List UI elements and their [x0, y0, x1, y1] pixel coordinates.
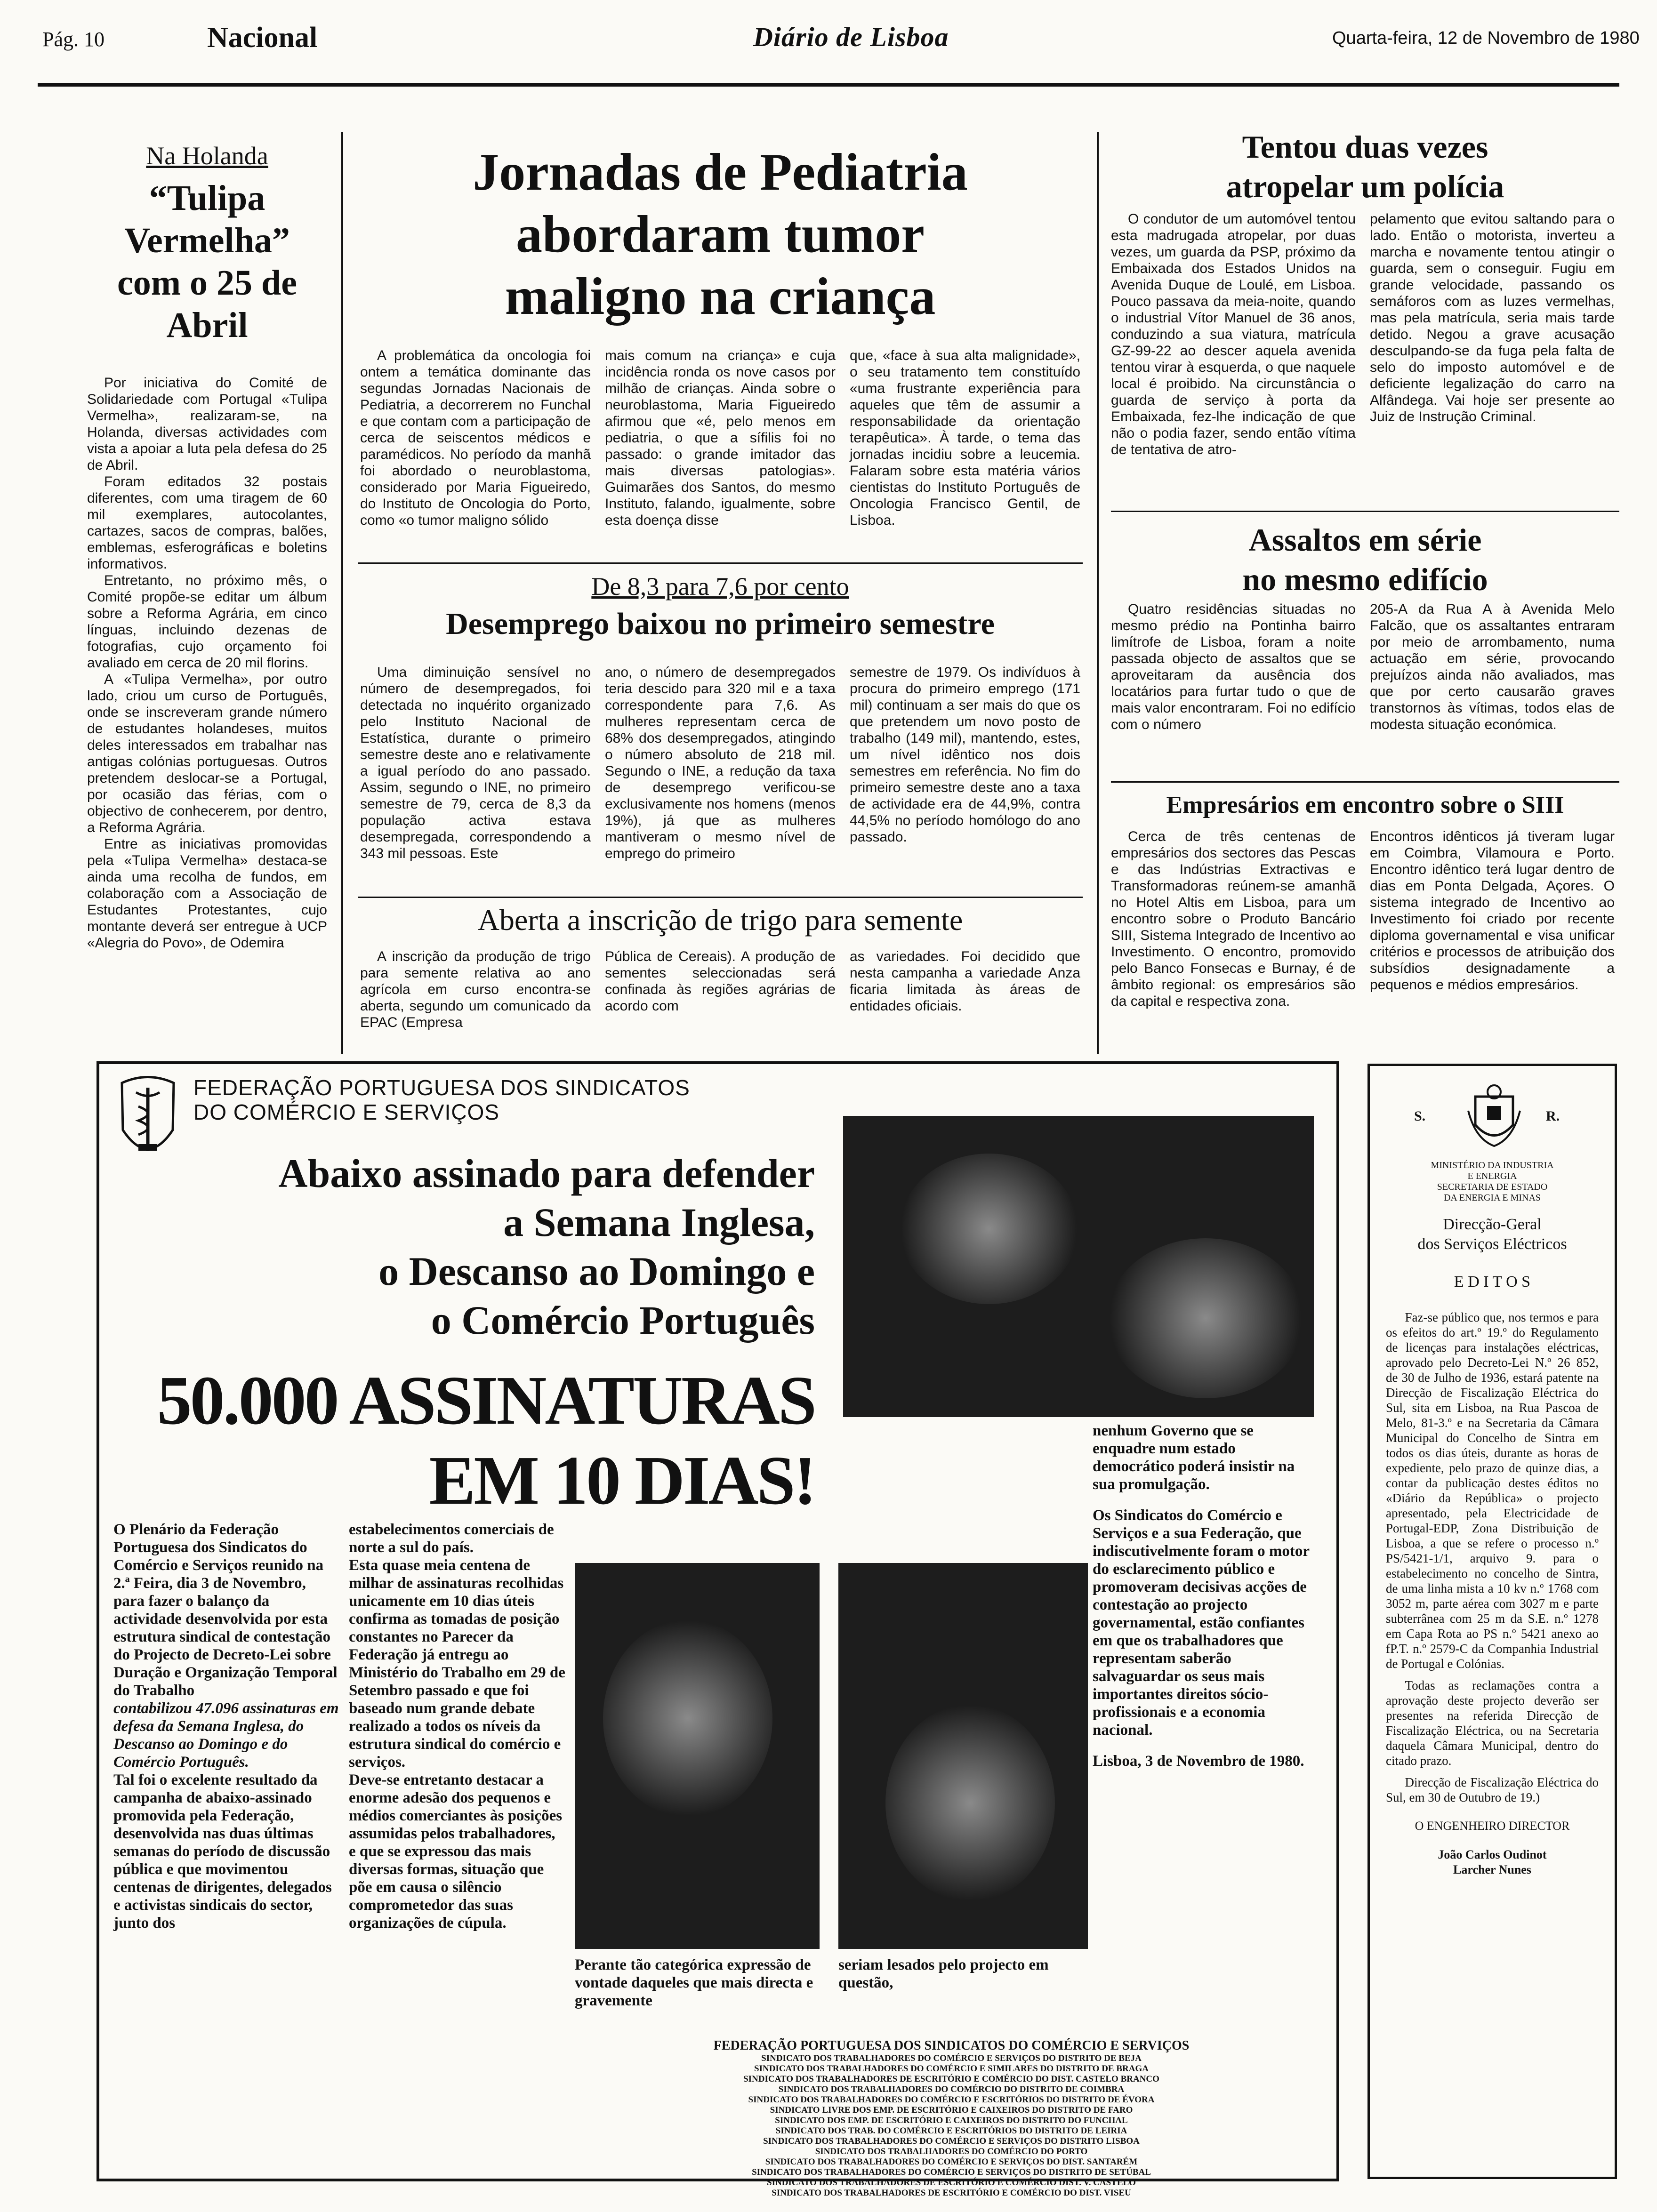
ad-column	[349, 1521, 565, 2180]
column-divider	[1097, 132, 1099, 1054]
signer-name: João Carlos Oudinot Larcher Nunes	[1438, 1848, 1547, 1876]
article-kicker: Na Holanda	[146, 142, 268, 170]
ad-big-headline: 50.000 ASSINATURAS EM 10 DIAS!	[157, 1362, 815, 1519]
article-siii	[1111, 791, 1619, 1054]
article-holanda	[87, 141, 327, 1073]
article-assaltos	[1111, 520, 1619, 774]
paragraph: Entretanto, no próximo mês, o Comité propõe-se editar um álbum sobre a Reforma Agrária, em cinco línguas, incluindo dezenas de fotografias, cujo orçamento foi avaliado em cerca de 20 mil florins.	[87, 573, 327, 671]
section-divider	[358, 562, 1083, 564]
paragraph: A «Tulipa Vermelha», por outro lado, criou um curso de Português, onde se inscreveram grande número de estudantes holandeses, muitos deles interessados em trabalhar nas antigas colónias portuguesas. Outros pretendem deslocar-se a Portugal, por ocasião das férias, com o objectivo de conhecerem, por dentro, a Reforma Agrária.	[87, 672, 327, 835]
article-column: ano, o número de desempregados teria descido para 320 mil e a taxa correspondente para 7,6. As mulheres representam cerca de 68% dos desempregados, atingindo o número absoluto de 218 mil. Segundo o INE, a redução da taxa de desemprego verificou-se exclusivamente nos homens (menos 19%), já que as mulheres mantiveram o mesmo nível de emprego do primeiro	[605, 665, 836, 861]
paragraph-italic: contabilizou 47.096 assinaturas em defesa da Semana Inglesa, do Descanso ao Domingo e do Comércio Português.	[113, 1700, 339, 1771]
article-column: mais comum na criança» e cuja incidência ronda os nove casos por milhão de crianças. Ainda sobre o neuroblastoma, Maria Figueiredo afirmou que «é, pelo menos em pediatria, o que a sífilis foi no passado: o grande imitador das mais diversas patologias». Guimarães dos Santos, do mesmo Instituto, falando, igualmente, sobre esta doença disse	[605, 348, 836, 528]
article-column: Uma diminuição sensível no número de desempregados, foi detectada no inquérito organizado pelo Instituto Nacional de Estatística, durante o primeiro semestre deste ano e relativamente a igual período do ano passado. Assim, segundo o INE, no primeiro semestre de 79, cerca de 8,3 da população activa estava desempregada, correspondendo a 343 mil pessoas. Este	[360, 665, 591, 861]
article-policia	[1111, 127, 1619, 504]
paragraph: Direcção de Fiscalização Eléctrica do Sul, em 30 de Outubro de 19.)	[1386, 1775, 1599, 1804]
ad-headline: Abaixo assinado para defender a Semana Inglesa, o Descanso ao Domingo e o Comércio Português	[278, 1151, 815, 1343]
seal-right-label: R.	[1546, 1108, 1560, 1124]
paper-logo: Diário de Lisboa	[753, 22, 949, 52]
article-headline: Jornadas de Pediatria abordaram tumor maligno na criança	[473, 143, 968, 326]
masthead	[0, 0, 1657, 94]
ad-column	[1093, 1422, 1319, 2090]
paragraph: Por iniciativa do Comité de Solidariedade com Portugal «Tulipa Vermelha», realizaram-se, na Holanda, diversas actividades com vista a apoiar a luta pela defesa do 25 de Abril.	[87, 375, 327, 473]
photo-caption: seriam lesados pelo projecto em questão,	[838, 1956, 1049, 1991]
paragraph: Foram editados 32 postais diferentes, com uma tiragem de 60 mil exemplares, autocolantes, cartazes, sacos de compras, balões, emblemas, esferográficas e boletins informativos.	[87, 474, 327, 572]
section-name: Nacional	[207, 22, 318, 54]
article-kicker: De 8,3 para 7,6 por cento	[591, 572, 849, 601]
paragraph: O Plenário da Federação Portuguesa dos Sindicatos do Comércio e Serviços reunido na 2.ª Feira, dia 3 de Novembro, para fazer o balanço da actividade desenvolvida por esta estrutura sindical de contestação do Projecto de Decreto-Lei sobre Duração e Organização Temporal do Trabalho	[113, 1521, 338, 1699]
article-column: Encontros idênticos já tiveram lugar em Coimbra, Vilamoura e Porto. Encontro idêntico terá lugar dentro de dias em Ponta Delgada, Açores. O sistema integrado de Incentivo ao Investimento foi criado por recente diploma governamental e visa unificar critérios e processos de atribuição dos subsídios designadamente a pequenos e médios empresários.	[1370, 829, 1615, 993]
article-column: Quatro residências situadas no mesmo prédio na Pontinha bairro limítrofe de Lisboa, foram a noite passada objecto de assaltos que se aproveitaram da ausência dos locatários para furtar tudo o que de mais valor encontraram. Foi no edifício com o número	[1111, 601, 1356, 732]
editos-notice	[1367, 1064, 1617, 2179]
photo-signatures-center	[838, 1563, 1088, 1949]
photo-signatures-top	[843, 1116, 1314, 1417]
article-column: A inscrição da produção de trigo para semente relativa ao ano agrícola em curso encontra-se aberta, segundo um comunicado da EPAC (Empresa	[360, 949, 591, 1030]
paragraph: nenhum Governo que se enquadre num estado democrático poderá insistir na sua promulgação.	[1093, 1422, 1295, 1493]
seal-left-label: S.	[1414, 1108, 1426, 1124]
column-divider	[341, 132, 343, 1054]
paragraph: Os Sindicatos do Comércio e Serviços e a sua Federação, que indiscutivelmente foram o motor do esclarecimento público e promoveram decisivas acções de contestação ao projecto governamental, estão confiantes em que os trabalhadores que representam saberão salvaguardar os seus mais importantes direitos sócio-profissionais e a economia nacional.	[1093, 1507, 1310, 1739]
signoff: Lisboa, 3 de Novembro de 1980.	[1093, 1753, 1304, 1770]
section-divider	[1111, 781, 1619, 783]
article-trigo	[358, 901, 1083, 1057]
paragraph: estabelecimentos comerciais de norte a sul do país.	[349, 1521, 554, 1556]
paragraph: Todas as reclamações contra a aprovação deste projecto deverão ser presentes na referida Direcção de Fiscalização Eléctrica, ou na Secretaria daquela Câmara Municipal, dentro do citado prazo.	[1386, 1678, 1599, 1768]
union-list-title: FEDERAÇÃO PORTUGUESA DOS SINDICATOS DO COMÉRCIO E SERVIÇOS	[713, 2038, 1190, 2053]
article-headline: Tentou duas vezes atropelar um polícia	[1226, 129, 1504, 204]
paragraph: Entre as iniciativas promovidas pela «Tulipa Vermelha» destaca-se ainda uma recolha de fundos, em colaboração com a Associação de Estudantes Protestantes, cujo montante deverá ser entregue à UCP «Alegria do Povo», de Odemira	[87, 836, 327, 951]
article-column: que, «face à sua alta malignidade», o seu tratamento tem constituído «uma frustrante experiência para aqueles que têm de assumir a responsabilidade da orientação terapêutica». À tarde, o tema das jornadas incidiu sobre a leucemia. Falaram sobre esta matéria vários cientistas do Instituto Português de Oncologia Francisco Gentil, de Lisboa.	[850, 348, 1080, 528]
paragraph: Faz-se público que, nos termos e para os efeitos do art.º 19.º do Regulamento de licenças para instalações eléctricas, aprovado pelo Decreto-Lei N.º 26 852, de 30 de Julho de 1936, estará patente na Direcção de Fiscalização Eléctrica do Sul, sita em Lisboa, na Rua Pascoa de Melo, 81-3.º e na Secretaria da Câmara Municipal do Concelho de Sintra em todos os dias úteis, durante as horas de expediente, pelo prazo de quinze dias, a contar da publicação destes éditos no «Diário da República» o projecto apresentado, pela Electricidade de Portugal-EDP, Zona Distribuição de Lisboa, a que se refere o processo n.º PS/5421-1/1, arquivo 9. para o estabelecimento no concelho de Sintra, de uma linha mista a 10 kv n.º 1768 com 3052 m, parte aérea com 3027 m e parte subterrânea com 25 m da S.E. n.º 1278 em Capa Rota ao PS n.º 5421 anexo ao fP.T. n.º 2579-C da Companhia Industrial de Portugal e Colónias.	[1386, 1310, 1599, 1671]
photo-caption: Perante tão categórica expressão de vontade daqueles que mais directa e gravemente	[575, 1956, 813, 2009]
federacao-ad	[97, 1061, 1339, 2198]
article-headline: Empresários em encontro sobre o SIII	[1166, 792, 1564, 818]
section-divider	[1111, 511, 1619, 512]
paragraph: Tal foi o excelente resultado da campanha de abaixo-assinado promovida pela Federação, desenvolvida nas duas últimas semanas do período de discussão pública e que movimentou centenas de dirigentes, delegados e activistas sindicais do sector, junto dos	[113, 1771, 332, 1931]
coat-of-arms-icon	[1466, 1082, 1522, 1148]
issue-date: Quarta-feira, 12 de Novembro de 1980	[1332, 28, 1640, 48]
article-column: pelamento que evitou saltando para o lado. Então o motorista, inverteu a marcha e novamente tentou atingir o guarda, sem o conseguir. Fugiu em grande velocidade, passando os semáforos com as luzes vermelhas, mas pela matrícula, seria mais tarde detido. Negou a grave acusação desculpando-se da fuga pela falta de selo do imposto automóvel e de deficiente legalização do carro na Alfândega. Vai hoje ser presente ao Juiz de Instrução Criminal.	[1370, 211, 1615, 425]
photo-signatures-left	[575, 1563, 820, 1949]
article-column: O condutor de um automóvel tentou esta madrugada atropelar, por duas vezes, um guarda da PSP, próximo da Embaixada dos Estados Unidos na Avenida Duque de Loulé, em Lisboa. Pouco passava da meia-noite, quando o industrial Vítor Manuel de 36 anos, conduzindo a sua viatura, matrícula GZ-99-22 ao descer aquela avenida tentou virar à esquerda, o que naquele local é proibido. Na circunstância o guarda de serviço à porta da Embaixada, fez-lhe indicação de que não o podia fazer, sendo então vítima de tentativa de atro-	[1111, 211, 1356, 457]
federation-name: FEDERAÇÃO PORTUGUESA DOS SINDICATOS DO COMÉRCIO E SERVIÇOS	[193, 1075, 690, 1124]
coat-of-arms	[1386, 1080, 1599, 1151]
article-column: 205-A da Rua A à Avenida Melo Falcão, que os assaltantes entraram por meio de arrombamento, numa actuação em série, provocando prejuízos ainda não avaliados, mas que por certo causarão graves transtornos às vítimas, todos elas de modesta situação económica.	[1370, 601, 1615, 732]
ad-column	[113, 1521, 339, 2180]
notice-title: E D I T O S	[1454, 1273, 1531, 1290]
article-body	[87, 375, 327, 951]
section-divider	[358, 897, 1083, 898]
article-desemprego	[358, 572, 1083, 892]
notice-body	[1386, 1310, 1599, 1805]
page-number: Pág. 10	[42, 28, 105, 51]
union-list: FEDERAÇÃO PORTUGUESA DOS SINDICATOS DO COMÉRCIO E SERVIÇOS SINDICATO DOS TRABALHADORES DO COMÉRCIO E SERVIÇOS DO DISTRITO DE BEJA SINDICATO DOS TRABALHADORES DO COMÉRCIO E SIMILARES DO DISTRITO DE BRAGA SINDICATO DOS TRABALHADORES DE ESCRITÓRIO E COMÉRCIO DO DIST. CASTELO BRANCO SINDICATO DOS TRABALHADORES DO COMÉRCIO DO DISTRITO DE COIMBRA SINDICATO DOS TRABALHADORES DO COMÉRCIO E ESCRITÓRIOS DO DISTRITO DE ÉVORA SINDICATO LIVRE DOS EMP. DE ESCRITÓRIO E CAIXEIROS DO DISTRITO DE FARO SINDICATO DOS EMP. DE ESCRITÓRIO E CAIXEIROS DO DISTRITO DO FUNCHAL SINDICATO DOS TRAB. DO COMÉRCIO E ESCRITÓRIOS DO DISTRITO DE LEIRIA SINDICATO DOS TRABALHADORES DO COMÉRCIO E SERVIÇOS DO DISTRITO LISBOA SINDICATO DOS TRABALHADORES DO COMÉRCIO DO PORTO SINDICATO DOS TRABALHADORES DO COMÉRCIO E SERVIÇOS DO DIST. SANTARÉM SINDICATO DOS TRABALHADORES DO COMÉRCIO E SERVIÇOS DO DISTRITO DE SETÚBAL SINDICATO DOS TRABALHADORES DE ESCRITÓRIO E COMÉRCIO DIST. V. CASTELO SINDICATO DOS TRABALHADORES DE ESCRITÓRIO E COMÉRCIO DO DIST. VISEU	[575, 2038, 1328, 2180]
article-column: A problemática da oncologia foi ontem a temática dominante das segundas Jornadas Nacionais de Pediatria, a decorrerem no Funchal e que contam com a participação de cerca de seiscentos médicos e paramédicos. No período da manhã foi abordado o neuroblastoma, considerado por Maria Figueiredo, do Instituto de Oncologia do Porto, como «o tumor maligno sólido	[360, 348, 591, 528]
article-column: Pública de Cereais). A produção de sementes seleccionadas será confinada às regiões agrárias de acordo com	[605, 949, 836, 1014]
article-pediatria	[358, 141, 1083, 555]
article-headline: Assaltos em série no mesmo edifício	[1242, 522, 1488, 597]
ministry-name: MINISTÉRIO DA INDUSTRIA E ENERGIA SECRETARIA DE ESTADO DA ENERGIA E MINAS	[1431, 1160, 1554, 1203]
article-headline: “Tulipa Vermelha” com o 25 de Abril	[117, 178, 298, 345]
paragraph: Deve-se entretanto destacar a enorme adesão dos pequenos e médios comerciantes às posições assumidas pelos trabalhadores, e que se expressou das mais diversas formas, situação que põe em causa o silêncio comprometedor das suas organizações de cúpula.	[349, 1771, 563, 1931]
article-column: semestre de 1979. Os indivíduos à procura do primeiro emprego (171 mil) continuam a ser mais do que os que pretendem um novo posto de trabalho (149 mil), mantendo, estes, um nível idêntico nos dois semestres em referência. No fim do primeiro semestre deste ano a taxa de actividade era de 44,9%, contra 44,5% no período homólogo do ano passado.	[850, 665, 1080, 845]
article-headline: Desemprego baixou no primeiro semestre	[446, 607, 995, 641]
direction-name: Direcção-Geral dos Serviços Eléctricos	[1417, 1216, 1567, 1253]
masthead-rule	[38, 83, 1619, 87]
article-column: Cerca de três centenas de empresários dos sectores das Pescas e das Indústrias Extractivas e Transformadoras reúnem-se amanhã no Hotel Altis em Lisboa, para um encontro sobre o Produto Bancário SIII, Sistema Integrado de Incentivo ao Investimento. O encontro, promovido pelo Banco Fonsecas e Burnay, é de âmbito regional: os empresários são da capital e respectiva zona.	[1111, 829, 1356, 1009]
signer-role: O ENGENHEIRO DIRECTOR	[1415, 1819, 1570, 1833]
paragraph: Esta quase meia centena de milhar de assinaturas recolhidas unicamente em 10 dias úteis confirma as tomadas de posição constantes no Parecer da Federação já entregu ao Ministério do Trabalho em 29 de Setembro passado e que foi baseado num grande debate realizado a todos os níveis da estrutura sindical do comércio e serviços.	[349, 1557, 565, 1771]
article-headline: Aberta a inscrição de trigo para semente	[477, 903, 963, 937]
article-column: as variedades. Foi decidido que nesta campanha a variedade Anza ficaria limitada às áreas de entidades oficiais.	[850, 949, 1080, 1014]
